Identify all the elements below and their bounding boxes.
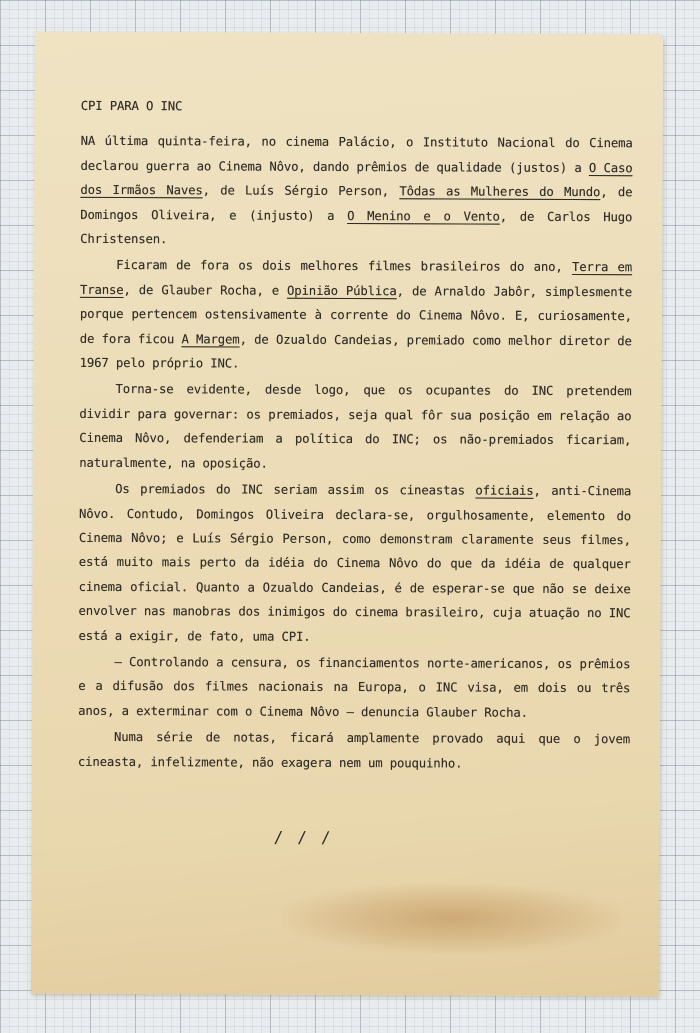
underlined-title: A Margem bbox=[181, 331, 240, 347]
text-run: , de Domingos Oliveira, e (injusto) a bbox=[80, 185, 633, 223]
underlined-title: O Menino e o Vento bbox=[347, 208, 500, 224]
typed-sheet bbox=[31, 32, 663, 997]
underlined-title: O Caso dos Irmãos Naves bbox=[80, 160, 633, 198]
underlined-title: Tôdas as Mulheres do Mundo bbox=[399, 184, 601, 200]
paragraph-6 bbox=[78, 725, 630, 776]
text-run: Torna-se evidente, desde logo, que os ocupantes do INC pretendem dividir para governar: os premiados, seja qual fôr sua posição em relação ao Cinema Nôvo, defenderiam a política do INC; os não-premiados ficariam, naturalmente, na oposição. bbox=[79, 382, 632, 471]
text-run: Numa série de notas, ficará amplamente provado aqui que o jovem cineasta, infelizmente, não exagera nem um pouquinho. bbox=[77, 730, 631, 771]
text-run: NA última quinta-feira, no cinema Palácio, o Instituto Nacional do Cinema declarou guerra ao Cinema Nôvo, dando prêmios de qualidade (justos) a bbox=[80, 134, 633, 175]
end-marks: /// bbox=[273, 827, 345, 847]
text-run: — Controlando a censura, os financiamentos norte-americanos, os prêmios e a difusão dos filmes nacionais na Europa, o INC visa, em dois ou três anos, a exterminar com o Cinema Nôvo — denuncia Glauber Rocha. bbox=[78, 654, 631, 720]
paragraphs bbox=[78, 129, 633, 776]
paragraph-2 bbox=[80, 253, 633, 377]
text-run: , de Glauber Rocha, e bbox=[123, 282, 288, 298]
paragraph-3 bbox=[79, 377, 631, 477]
document-body bbox=[78, 94, 633, 776]
text-run: , de Carlos Hugo Christensen. bbox=[80, 209, 633, 247]
underlined-title: Opinião Pública bbox=[287, 283, 397, 299]
text-run: Os premiados do INC seriam assim os cineastas bbox=[115, 482, 476, 498]
paragraph-1 bbox=[80, 129, 633, 253]
text-run: , de Luís Sérgio Person, bbox=[202, 183, 400, 199]
text-run: , anti-Cinema Nôvo. Contudo, Domingos Oliveira declara-se, orgulhosamente, elemento do Cinema Nôvo; e Luís Sérgio Person, como demonstram claramente seus filmes, está muito mais perto da idéia do Cinema Nôvo do que da idéia de qualquer cinema oficial. Quanto a Ozualdo Candeias, é de esperar-se que não se deixe envolver nas manobras dos inimigos do cinema brasileiro, cuja atuação no INC está a exigir, de fato, uma CPI. bbox=[78, 483, 632, 644]
underlined-title: oficiais bbox=[475, 483, 534, 498]
text-run: Ficaram de fora os dois melhores filmes brasileiros do ano, bbox=[116, 258, 573, 275]
text-run: , de Ozualdo Candeias, premiado como melhor diretor de 1967 pelo próprio INC. bbox=[79, 332, 632, 371]
text-run: , de Arnaldo Jabôr, simplesmente porque pertencem ostensivamente à corrente do Cinema Nôvo. E, curiosamente, de fora ficou bbox=[79, 284, 633, 346]
age-stain bbox=[281, 883, 621, 954]
underlined-title: Terra em Transe bbox=[79, 260, 633, 297]
paragraph-4 bbox=[78, 477, 631, 650]
paragraph-5 bbox=[78, 650, 630, 726]
document-title: CPI PARA O INC bbox=[80, 98, 183, 114]
